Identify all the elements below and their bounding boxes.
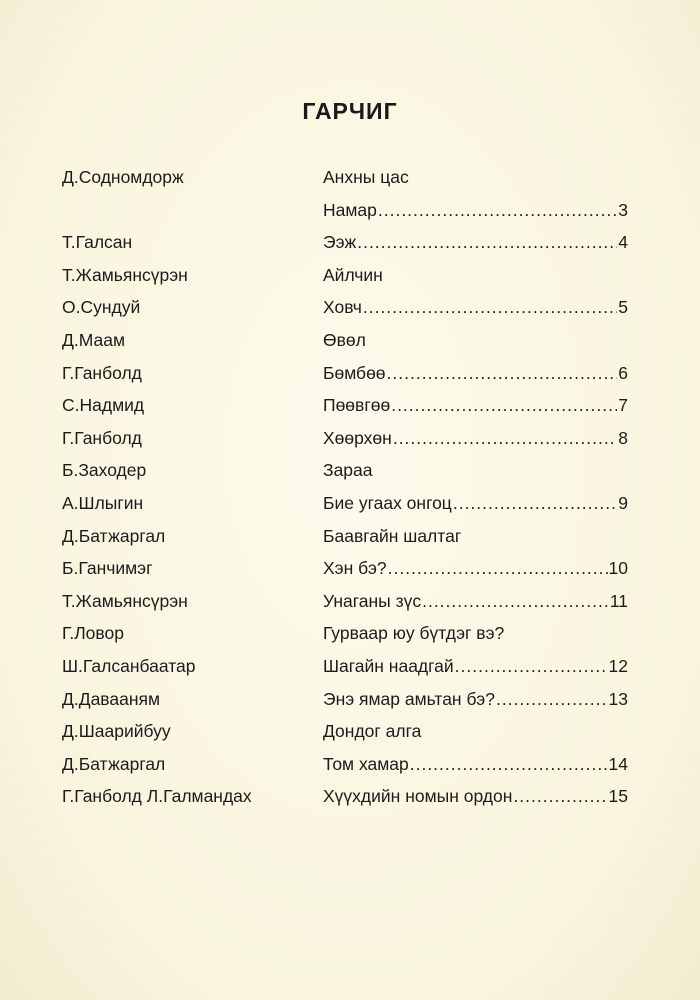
- toc-entry: [323, 259, 628, 292]
- toc-title: Баавгайн шалтаг: [323, 525, 462, 546]
- toc-title: Энэ ямар амьтан бэ?: [323, 688, 495, 709]
- page-title: ГАРЧИГ: [302, 98, 398, 124]
- toc-author: Г.Ловор: [62, 623, 124, 644]
- toc-row: [62, 585, 638, 618]
- toc-entry: [323, 520, 628, 553]
- toc-title: Шагайн наадгай: [323, 655, 454, 676]
- toc-row: [62, 161, 638, 194]
- toc-author: Д.Давааням: [62, 688, 161, 709]
- toc-author: Д.Маам: [62, 329, 125, 350]
- toc-entry: [323, 291, 628, 324]
- toc-row: [62, 422, 638, 455]
- toc-title: Пөөвгөө: [323, 395, 391, 416]
- toc-page-number: 4: [618, 232, 628, 253]
- toc-title: Дондог алга: [323, 721, 422, 742]
- toc-author: Т.Галсан: [62, 232, 133, 253]
- toc-author: Д.Содномдорж: [62, 167, 184, 187]
- toc-title: Унаганы зүс: [323, 590, 422, 611]
- toc-title: Зараа: [323, 460, 373, 481]
- toc-row: [62, 487, 638, 520]
- toc-entry: [323, 194, 628, 227]
- toc-row: [62, 780, 638, 813]
- toc-page-number: 10: [608, 558, 628, 579]
- toc-row: [62, 552, 638, 585]
- toc-title: Өвөл: [323, 329, 366, 350]
- toc-entry: [323, 650, 628, 683]
- toc-entry: [323, 552, 628, 585]
- toc-author: Г.Ганболд Л.Галмандах: [62, 786, 252, 807]
- toc-author: О.Сундуй: [62, 297, 141, 318]
- toc-title: Анхны цас: [323, 167, 409, 187]
- toc-author: Д.Батжаргал: [62, 753, 166, 774]
- toc-title: Хэн бэ?: [323, 558, 387, 579]
- toc-author: Д.Шаарийбуу: [62, 721, 171, 742]
- toc-entry: [323, 226, 628, 259]
- dot-leader: [388, 552, 608, 585]
- table-of-contents: [62, 161, 638, 813]
- toc-row: [62, 520, 638, 553]
- toc-author: Д.Батжаргал: [62, 525, 166, 546]
- toc-row: [62, 389, 638, 422]
- dot-leader: [410, 748, 608, 781]
- dot-leader: [363, 291, 617, 324]
- toc-entry: [323, 683, 628, 716]
- toc-author: Ш.Галсанбаатар: [62, 655, 196, 676]
- dot-leader: [496, 683, 608, 716]
- toc-entry: [323, 454, 628, 487]
- toc-title: Бие угаах онгоц: [323, 492, 452, 513]
- toc-entry: [323, 780, 628, 813]
- toc-row: [62, 226, 638, 259]
- toc-author: Т.Жамьянсүрэн: [62, 264, 188, 285]
- toc-title: Ээж: [323, 232, 357, 253]
- toc-row: [62, 194, 638, 227]
- dot-leader: [422, 585, 609, 618]
- toc-row: [62, 617, 638, 650]
- toc-page-number: 12: [608, 655, 628, 676]
- toc-entry: [323, 324, 628, 357]
- toc-entry: [323, 715, 628, 748]
- toc-entry: [323, 161, 628, 194]
- toc-entry: [323, 422, 628, 455]
- toc-page-number: 7: [618, 395, 628, 416]
- toc-page-number: 9: [618, 492, 628, 513]
- toc-author: Г.Ганболд: [62, 427, 142, 448]
- dot-leader: [393, 422, 617, 455]
- toc-page-number: 6: [618, 362, 628, 383]
- toc-page-number: 3: [618, 199, 628, 220]
- toc-author: А.Шлыгин: [62, 492, 144, 513]
- toc-entry: [323, 389, 628, 422]
- toc-page-number: 5: [618, 297, 628, 318]
- toc-author: Б.Ганчимэг: [62, 558, 153, 579]
- toc-author: Б.Заходер: [62, 460, 147, 481]
- toc-title: Айлчин: [323, 264, 383, 285]
- toc-author: Т.Жамьянсүрэн: [62, 590, 188, 611]
- toc-title: Хүүхдийн номын ордон: [323, 786, 513, 807]
- toc-page-number: 14: [608, 753, 628, 774]
- toc-title: Том хамар: [323, 753, 409, 774]
- toc-entry: [323, 585, 628, 618]
- toc-page-number: 13: [608, 688, 628, 709]
- toc-title: Намар: [323, 199, 377, 220]
- toc-row: [62, 291, 638, 324]
- toc-entry: [323, 748, 628, 781]
- dot-leader: [455, 650, 608, 683]
- toc-row: [62, 357, 638, 390]
- toc-author: С.Надмид: [62, 395, 145, 416]
- toc-row: [62, 324, 638, 357]
- toc-row: [62, 683, 638, 716]
- dot-leader: [513, 780, 607, 813]
- toc-row: [62, 748, 638, 781]
- toc-author: Г.Ганболд: [62, 362, 142, 383]
- toc-row: [62, 259, 638, 292]
- toc-page-number: 8: [618, 427, 628, 448]
- toc-entry: [323, 357, 628, 390]
- dot-leader: [378, 194, 617, 227]
- toc-row: [62, 650, 638, 683]
- toc-title: Ховч: [323, 297, 362, 318]
- toc-entry: [323, 617, 628, 650]
- dot-leader: [391, 389, 617, 422]
- toc-title: Бөмбөө: [323, 362, 386, 383]
- toc-page-number: 15: [608, 786, 628, 807]
- dot-leader: [453, 487, 617, 520]
- toc-row: [62, 715, 638, 748]
- toc-title: Хөөрхөн: [323, 427, 392, 448]
- toc-title: Гурваар юу бүтдэг вэ?: [323, 623, 505, 644]
- toc-page-number: 11: [609, 590, 628, 611]
- toc-entry: [323, 487, 628, 520]
- dot-leader: [357, 226, 617, 259]
- toc-row: [62, 454, 638, 487]
- dot-leader: [387, 357, 618, 390]
